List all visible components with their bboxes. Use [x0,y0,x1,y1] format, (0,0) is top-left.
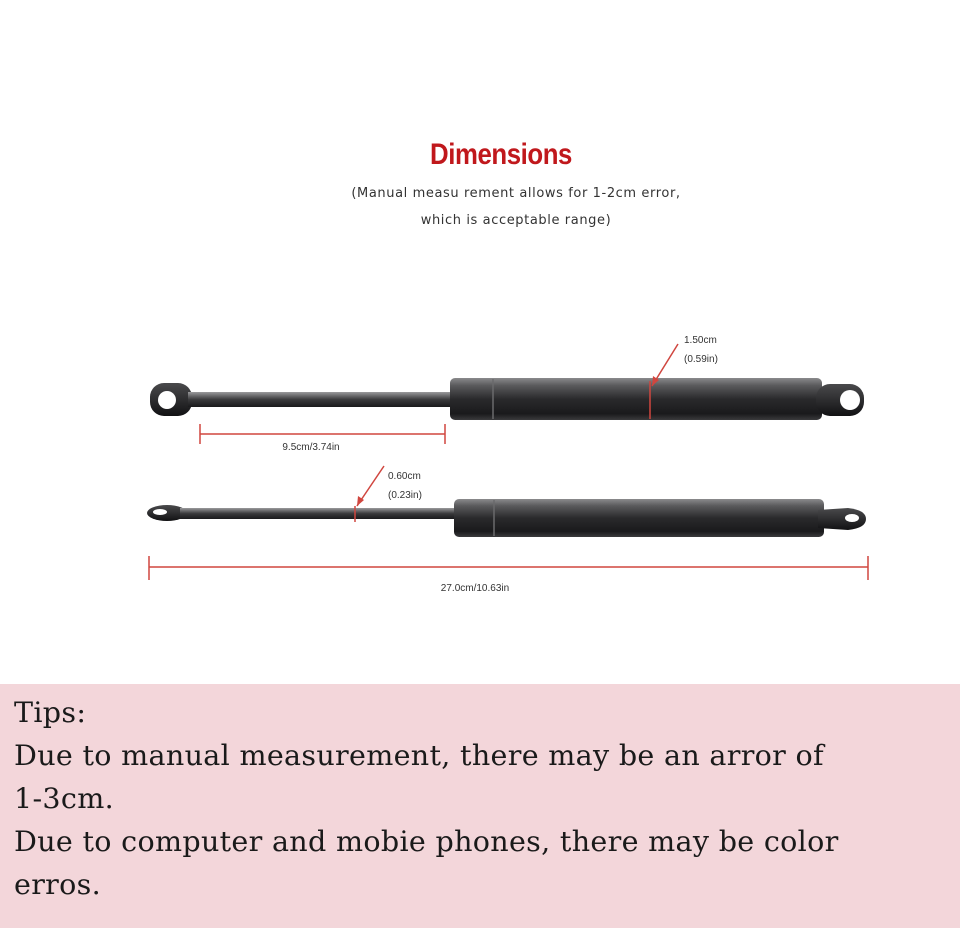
cylinder-body-side [454,499,824,537]
stroke-dimension [200,424,445,453]
cylinder-body [450,378,822,420]
tips-heading: Tips: [14,696,87,729]
piston-rod-side [180,508,458,519]
tips-line-4: erros. [14,868,101,901]
diagram-note-line-2: which is acceptable range) [420,213,612,228]
cylinder-end-eyelet-side [818,508,866,530]
rod-end-eyelet-hole [158,391,176,409]
rod-diameter-cm: 0.60cm [388,471,421,482]
body-diameter-cm: 1.50cm [684,335,717,346]
tips-line-1: Due to manual measurement, there may be an arror of [14,739,824,772]
rod-diameter-in: (0.23in) [388,490,422,501]
total-length-dimension [149,556,868,594]
rod-end-eyelet-side-hole [153,509,167,515]
total-length-label: 27.0cm/10.63in [440,583,510,594]
cylinder-end-eyelet-side-hole [845,514,859,522]
piston-rod [188,392,454,407]
tips-panel [0,684,960,928]
tips-line-3: Due to computer and mobie phones, there may be color [14,825,839,858]
stroke-dimension-label: 9.5cm/3.74in [282,442,340,453]
diagram-note-line-1: (Manual measu rement allows for 1-2cm error, [351,186,681,201]
tips-line-2: 1-3cm. [14,782,114,815]
body-diameter-in: (0.59in) [684,354,718,365]
gas-strut-front-view [150,378,864,420]
cylinder-end-eyelet-hole [840,390,860,410]
diagram-title: Dimensions [430,138,572,171]
gas-strut-side-view [147,499,866,537]
